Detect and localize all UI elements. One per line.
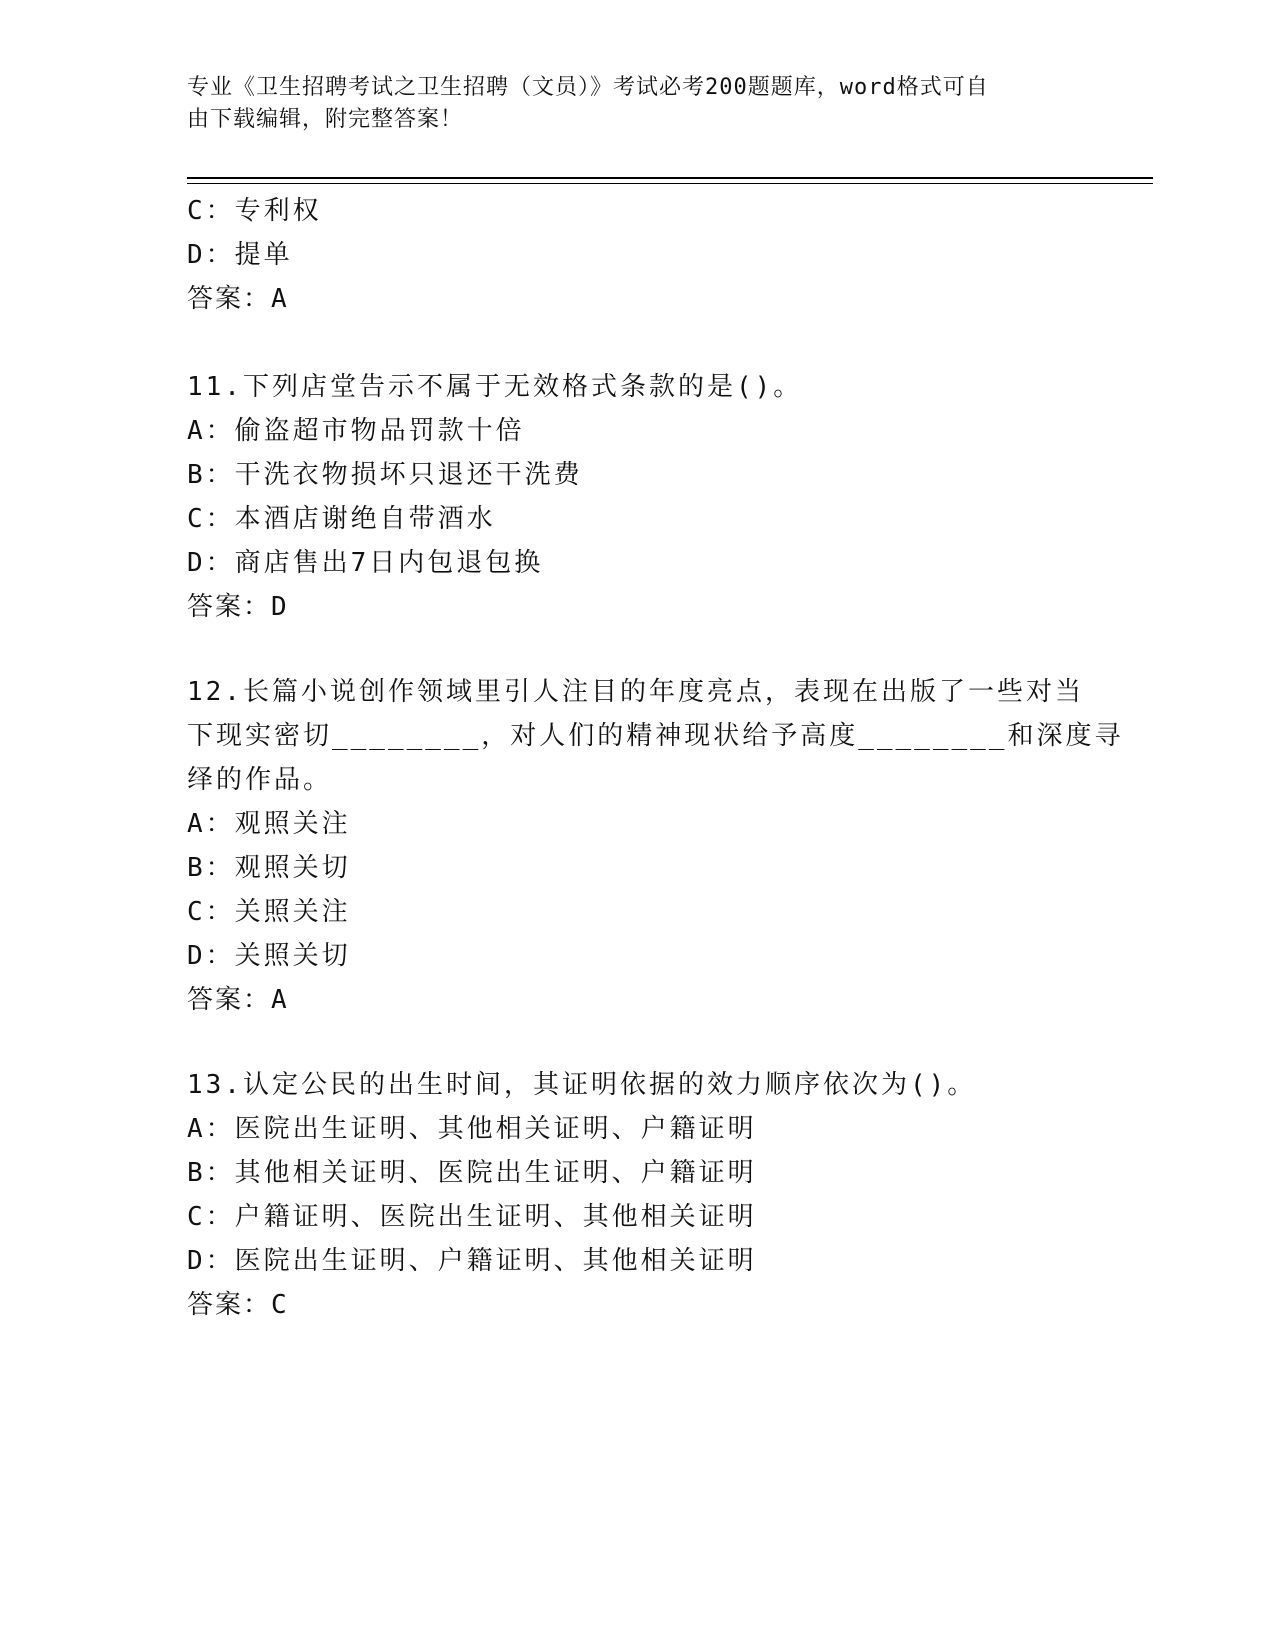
header-title-line-1: 专业《卫生招聘考试之卫生招聘（文员）》考试必考200题题库，word格式可自 (187, 75, 989, 100)
header-divider-thick (187, 177, 1153, 179)
header-divider-thin (187, 183, 1153, 184)
q11-option-b: B：干洗衣物损坏只退还干洗费 (187, 460, 583, 490)
q11-option-a: A：偷盗超市物品罚款十倍 (187, 416, 525, 446)
q11-option-d: D：商店售出7日内包退包换 (187, 548, 544, 578)
q13-option-b: B：其他相关证明、医院出生证明、户籍证明 (187, 1158, 757, 1188)
document-header (187, 72, 1067, 136)
q13-option-c: C：户籍证明、医院出生证明、其他相关证明 (187, 1202, 757, 1232)
q12-answer: 答案：A (187, 985, 289, 1015)
q13-option-a: A：医院出生证明、其他相关证明、户籍证明 (187, 1114, 757, 1144)
q13-stem: 13.认定公民的出生时间，其证明依据的效力顺序依次为()。 (187, 1070, 977, 1100)
q12-stem-line-3: 绎的作品。 (187, 765, 333, 795)
header-title-line-2: 由下载编辑，附完整答案！ (187, 107, 464, 132)
q12-option-a: A：观照关注 (187, 809, 351, 839)
q11-option-c: C：本酒店谢绝自带酒水 (187, 504, 496, 534)
q13-option-d: D：医院出生证明、户籍证明、其他相关证明 (187, 1246, 757, 1276)
q12-option-b: B：观照关切 (187, 853, 351, 883)
q12-option-d: D：关照关切 (187, 941, 351, 971)
q11-stem: 11.下列店堂告示不属于无效格式条款的是()。 (187, 372, 803, 402)
q12-stem-line-2: 下现实密切________，对人们的精神现状给予高度________和深度寻 (187, 721, 1124, 751)
q13-answer: 答案：C (187, 1290, 289, 1320)
q12-option-c: C：关照关注 (187, 897, 351, 927)
q12-stem-line-1: 12.长篇小说创作领域里引人注目的年度亮点，表现在出版了一些对当 (187, 677, 1084, 707)
prev-option-d: D：提单 (187, 240, 293, 270)
q11-answer: 答案：D (187, 592, 289, 622)
prev-option-c: C：专利权 (187, 196, 322, 226)
prev-answer: 答案：A (187, 284, 289, 314)
